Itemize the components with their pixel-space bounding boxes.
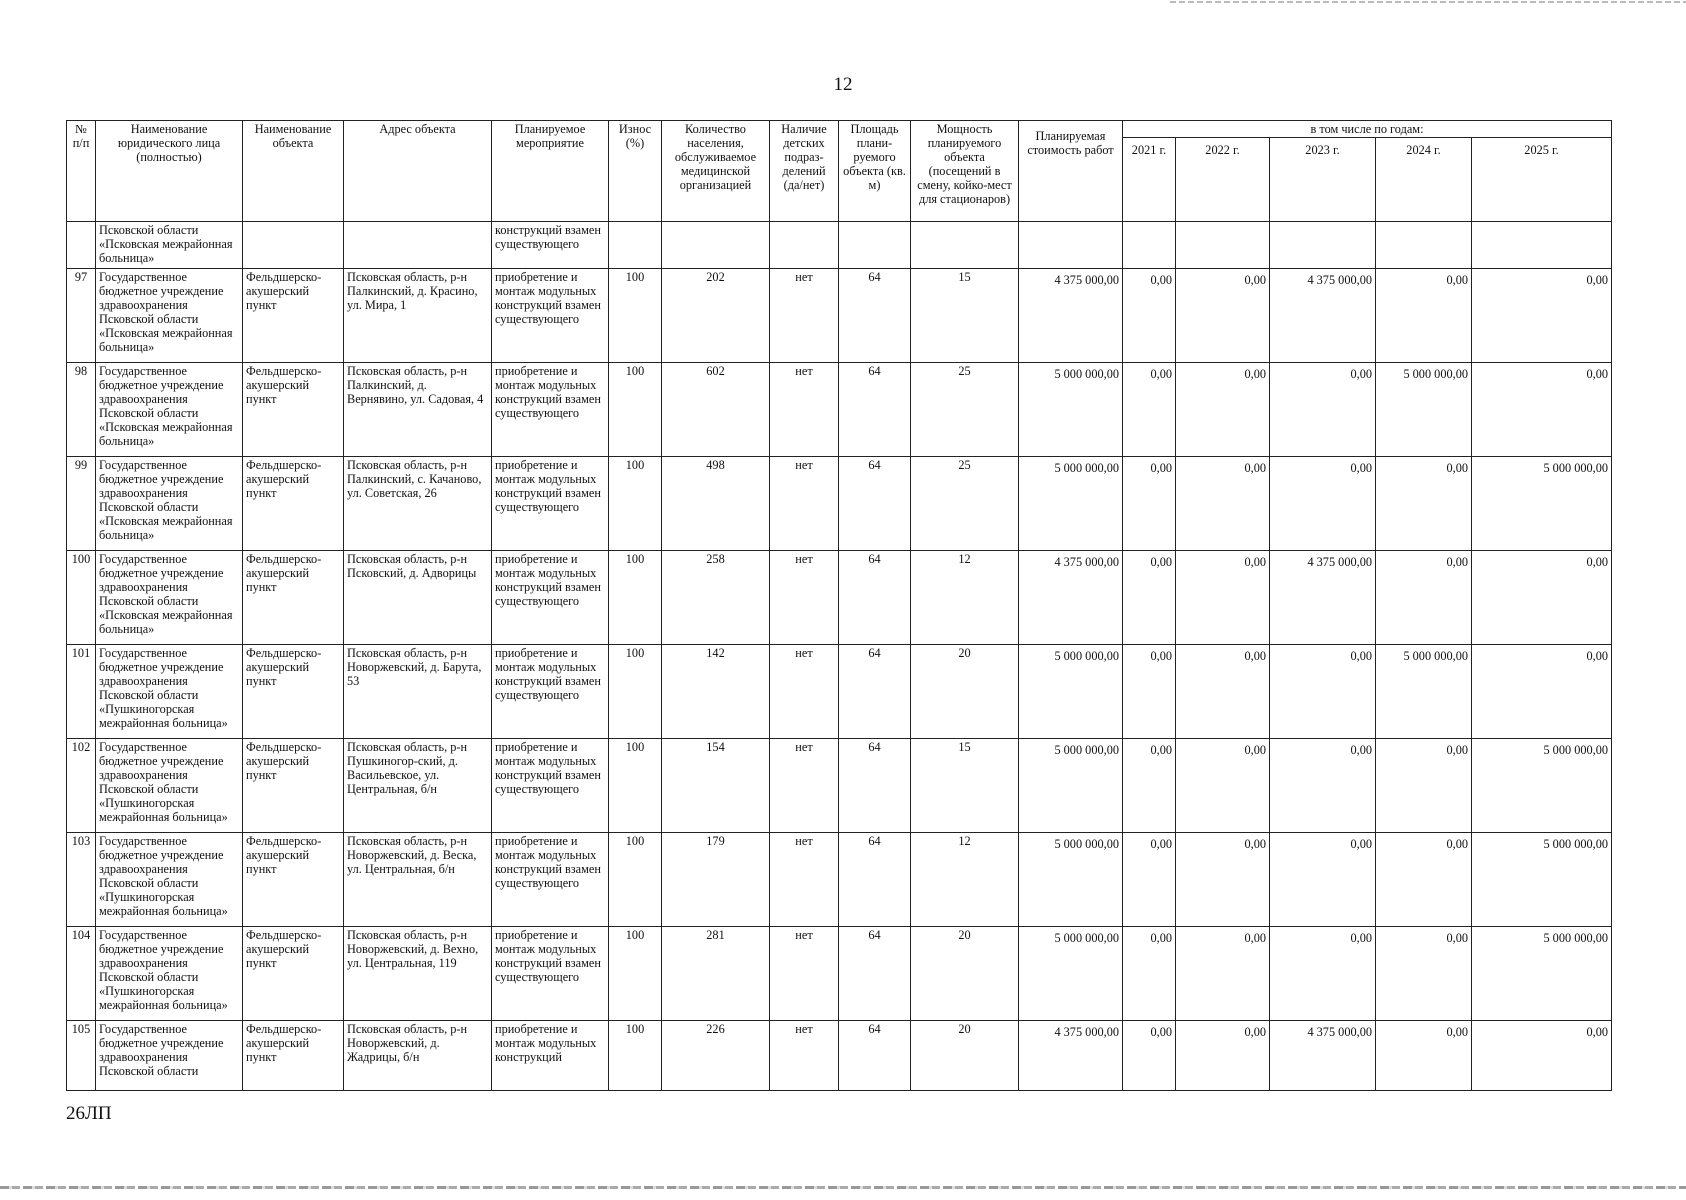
cell-children: нет xyxy=(770,457,839,551)
header-year-2022: 2022 г. xyxy=(1176,138,1270,222)
cell-cost: 5 000 000,00 xyxy=(1019,739,1123,833)
cell-address: Псковская область, р-н Новоржевский, д. Веска, ул. Центральная, б/н xyxy=(344,833,492,927)
cell-children: нет xyxy=(770,1021,839,1091)
cell-y2024 xyxy=(1376,222,1472,269)
cell-capacity xyxy=(911,222,1019,269)
cell-children: нет xyxy=(770,269,839,363)
cell-cost: 4 375 000,00 xyxy=(1019,269,1123,363)
cell-object: Фельдшерско-акушерский пункт xyxy=(243,833,344,927)
cell-capacity: 15 xyxy=(911,269,1019,363)
cell-y2022: 0,00 xyxy=(1176,833,1270,927)
table-row xyxy=(67,739,1612,833)
cell-capacity: 25 xyxy=(911,457,1019,551)
cell-children: нет xyxy=(770,739,839,833)
cell-num: 105 xyxy=(67,1021,96,1091)
cell-children xyxy=(770,222,839,269)
header-years-group: в том числе по годам: xyxy=(1123,121,1612,138)
cell-y2022: 0,00 xyxy=(1176,269,1270,363)
cell-y2024: 0,00 xyxy=(1376,551,1472,645)
cell-object: Фельдшерско-акушерский пункт xyxy=(243,927,344,1021)
table-row xyxy=(67,833,1612,927)
header-cost: Планируемая стоимость работ xyxy=(1019,121,1123,222)
cell-y2023: 4 375 000,00 xyxy=(1270,1021,1376,1091)
cell-y2025: 0,00 xyxy=(1472,645,1612,739)
cell-object: Фельдшерско-акушерский пункт xyxy=(243,551,344,645)
cell-entity: Государственное бюджетное учреждение здравоохранения Псковской области «Пушкиногорская межрайонная больница» xyxy=(96,833,243,927)
cell-entity: Псковской области «Псковская межрайонная больница» xyxy=(96,222,243,269)
cell-y2023: 0,00 xyxy=(1270,833,1376,927)
cell-y2021: 0,00 xyxy=(1123,739,1176,833)
cell-area: 64 xyxy=(839,269,911,363)
cell-y2025: 5 000 000,00 xyxy=(1472,927,1612,1021)
cell-area: 64 xyxy=(839,363,911,457)
cell-area: 64 xyxy=(839,457,911,551)
header-measure: Планируемое мероприятие xyxy=(492,121,609,222)
header-capacity: Мощность планируемого объекта (посещений в смену, койко-мест для стационаров) xyxy=(911,121,1019,222)
cell-num: 101 xyxy=(67,645,96,739)
cell-entity: Государственное бюджетное учреждение здравоохранения Псковской области «Псковская межрайонная больница» xyxy=(96,551,243,645)
cell-cost: 5 000 000,00 xyxy=(1019,833,1123,927)
cell-y2023: 4 375 000,00 xyxy=(1270,269,1376,363)
cell-address xyxy=(344,222,492,269)
table-row xyxy=(67,551,1612,645)
table-row xyxy=(67,927,1612,1021)
cell-entity: Государственное бюджетное учреждение здравоохранения Псковской области «Пушкиногорская межрайонная больница» xyxy=(96,739,243,833)
document-code: 26ЛП xyxy=(66,1103,112,1124)
cell-y2022: 0,00 xyxy=(1176,645,1270,739)
cell-y2025: 5 000 000,00 xyxy=(1472,739,1612,833)
table-row xyxy=(67,645,1612,739)
cell-entity: Государственное бюджетное учреждение здравоохранения Псковской области «Псковская межрайонная больница» xyxy=(96,269,243,363)
header-num: № п/п xyxy=(67,121,96,222)
scan-edge-bottom xyxy=(0,1186,1686,1189)
cell-object: Фельдшерско-акушерский пункт xyxy=(243,457,344,551)
cell-y2023: 0,00 xyxy=(1270,457,1376,551)
cell-y2024: 0,00 xyxy=(1376,739,1472,833)
cell-y2021: 0,00 xyxy=(1123,1021,1176,1091)
header-year-2021: 2021 г. xyxy=(1123,138,1176,222)
cell-y2022: 0,00 xyxy=(1176,457,1270,551)
table-row xyxy=(67,363,1612,457)
cell-wear: 100 xyxy=(609,363,662,457)
cell-address: Псковская область, р-н Палкинский, с. Качаново, ул. Советская, 26 xyxy=(344,457,492,551)
cell-object: Фельдшерско-акушерский пункт xyxy=(243,269,344,363)
header-population: Количество населения, обслуживаемое медицинской организацией xyxy=(662,121,770,222)
header-wear: Износ (%) xyxy=(609,121,662,222)
cell-cost: 5 000 000,00 xyxy=(1019,457,1123,551)
cell-measure: приобретение и монтаж модульных конструкций взамен существующего xyxy=(492,927,609,1021)
cell-y2024: 0,00 xyxy=(1376,833,1472,927)
cell-children: нет xyxy=(770,927,839,1021)
cell-cost xyxy=(1019,222,1123,269)
cell-entity: Государственное бюджетное учреждение здравоохранения Псковской области «Пушкиногорская межрайонная больница» xyxy=(96,927,243,1021)
header-year-2023: 2023 г. xyxy=(1270,138,1376,222)
cell-y2025: 0,00 xyxy=(1472,551,1612,645)
cell-object: Фельдшерско-акушерский пункт xyxy=(243,363,344,457)
cell-y2021: 0,00 xyxy=(1123,927,1176,1021)
cell-num: 104 xyxy=(67,927,96,1021)
table-row xyxy=(67,457,1612,551)
cell-children: нет xyxy=(770,645,839,739)
cell-object xyxy=(243,222,344,269)
scan-edge-top xyxy=(1170,1,1686,3)
cell-wear: 100 xyxy=(609,1021,662,1091)
cell-entity: Государственное бюджетное учреждение здравоохранения Псковской области xyxy=(96,1021,243,1091)
cell-object: Фельдшерско-акушерский пункт xyxy=(243,1021,344,1091)
cell-y2021: 0,00 xyxy=(1123,833,1176,927)
cell-cost: 5 000 000,00 xyxy=(1019,927,1123,1021)
cell-children: нет xyxy=(770,833,839,927)
cell-y2025: 5 000 000,00 xyxy=(1472,457,1612,551)
cell-num: 102 xyxy=(67,739,96,833)
cell-measure: приобретение и монтаж модульных конструкций взамен существующего xyxy=(492,551,609,645)
header-entity: Наименование юридического лица (полностью) xyxy=(96,121,243,222)
cell-entity: Государственное бюджетное учреждение здравоохранения Псковской области «Псковская межрайонная больница» xyxy=(96,363,243,457)
table-row xyxy=(67,269,1612,363)
cell-y2024: 0,00 xyxy=(1376,269,1472,363)
cell-wear: 100 xyxy=(609,833,662,927)
cell-children: нет xyxy=(770,551,839,645)
cell-wear: 100 xyxy=(609,457,662,551)
cell-area: 64 xyxy=(839,833,911,927)
cell-address: Псковская область, р-н Палкинский, д. Вернявино, ул. Садовая, 4 xyxy=(344,363,492,457)
cell-capacity: 25 xyxy=(911,363,1019,457)
cell-wear xyxy=(609,222,662,269)
cell-population: 202 xyxy=(662,269,770,363)
cell-y2021: 0,00 xyxy=(1123,269,1176,363)
cell-y2023 xyxy=(1270,222,1376,269)
cell-population: 498 xyxy=(662,457,770,551)
cell-population: 154 xyxy=(662,739,770,833)
cell-num: 99 xyxy=(67,457,96,551)
cell-population: 281 xyxy=(662,927,770,1021)
cell-address: Псковская область, р-н Новоржевский, д. Барута, 53 xyxy=(344,645,492,739)
cell-y2021: 0,00 xyxy=(1123,645,1176,739)
cell-entity: Государственное бюджетное учреждение здравоохранения Псковской области «Псковская межрайонная больница» xyxy=(96,457,243,551)
cell-capacity: 12 xyxy=(911,833,1019,927)
header-year-2025: 2025 г. xyxy=(1472,138,1612,222)
cell-measure: приобретение и монтаж модульных конструкций взамен существующего xyxy=(492,739,609,833)
cell-area: 64 xyxy=(839,1021,911,1091)
cell-capacity: 20 xyxy=(911,1021,1019,1091)
table-row xyxy=(67,1021,1612,1091)
cell-population: 258 xyxy=(662,551,770,645)
cell-y2023: 0,00 xyxy=(1270,363,1376,457)
cell-measure: приобретение и монтаж модульных конструкций взамен существующего xyxy=(492,363,609,457)
cell-area: 64 xyxy=(839,739,911,833)
cell-y2021: 0,00 xyxy=(1123,457,1176,551)
cell-population: 602 xyxy=(662,363,770,457)
cell-y2024: 0,00 xyxy=(1376,927,1472,1021)
cell-y2022: 0,00 xyxy=(1176,363,1270,457)
table-body xyxy=(67,222,1612,1091)
cell-y2024: 5 000 000,00 xyxy=(1376,363,1472,457)
cell-wear: 100 xyxy=(609,551,662,645)
cell-capacity: 20 xyxy=(911,645,1019,739)
cell-children: нет xyxy=(770,363,839,457)
cell-measure: приобретение и монтаж модульных конструкций взамен существующего xyxy=(492,269,609,363)
cell-y2022: 0,00 xyxy=(1176,739,1270,833)
cell-area xyxy=(839,222,911,269)
header-object: Наименование объекта xyxy=(243,121,344,222)
cell-y2024: 0,00 xyxy=(1376,1021,1472,1091)
cell-population: 226 xyxy=(662,1021,770,1091)
table-header xyxy=(67,121,1612,222)
cell-num: 100 xyxy=(67,551,96,645)
cell-address: Псковская область, р-н Псковский, д. Адворицы xyxy=(344,551,492,645)
cell-address: Псковская область, р-н Новоржевский, д. Вехно, ул. Центральная, 119 xyxy=(344,927,492,1021)
cell-measure: приобретение и монтаж модульных конструкций xyxy=(492,1021,609,1091)
cell-y2025: 0,00 xyxy=(1472,363,1612,457)
cell-y2023: 4 375 000,00 xyxy=(1270,551,1376,645)
cell-measure: приобретение и монтаж модульных конструкций взамен существующего xyxy=(492,833,609,927)
cell-y2022 xyxy=(1176,222,1270,269)
cell-y2021: 0,00 xyxy=(1123,551,1176,645)
cell-num: 97 xyxy=(67,269,96,363)
cell-population: 142 xyxy=(662,645,770,739)
cell-entity: Государственное бюджетное учреждение здравоохранения Псковской области «Пушкиногорская межрайонная больница» xyxy=(96,645,243,739)
cell-cost: 4 375 000,00 xyxy=(1019,1021,1123,1091)
cell-cost: 5 000 000,00 xyxy=(1019,645,1123,739)
cell-area: 64 xyxy=(839,551,911,645)
cell-y2023: 0,00 xyxy=(1270,927,1376,1021)
cell-wear: 100 xyxy=(609,927,662,1021)
cell-num: 98 xyxy=(67,363,96,457)
cell-wear: 100 xyxy=(609,645,662,739)
investment-table xyxy=(66,120,1612,1091)
cell-y2022: 0,00 xyxy=(1176,551,1270,645)
header-children: Наличие детских подраз-делений (да/нет) xyxy=(770,121,839,222)
cell-y2022: 0,00 xyxy=(1176,1021,1270,1091)
cell-wear: 100 xyxy=(609,269,662,363)
cell-capacity: 12 xyxy=(911,551,1019,645)
cell-object: Фельдшерско-акушерский пункт xyxy=(243,645,344,739)
cell-object: Фельдшерско-акушерский пункт xyxy=(243,739,344,833)
cell-measure: конструкций взамен существующего xyxy=(492,222,609,269)
cell-y2022: 0,00 xyxy=(1176,927,1270,1021)
cell-y2024: 5 000 000,00 xyxy=(1376,645,1472,739)
header-area: Площадь плани-руемого объекта (кв. м) xyxy=(839,121,911,222)
cell-measure: приобретение и монтаж модульных конструкций взамен существующего xyxy=(492,645,609,739)
cell-cost: 5 000 000,00 xyxy=(1019,363,1123,457)
cell-y2025: 0,00 xyxy=(1472,269,1612,363)
cell-y2025 xyxy=(1472,222,1612,269)
cell-address: Псковская область, р-н Новоржевский, д. Жадрицы, б/н xyxy=(344,1021,492,1091)
cell-area: 64 xyxy=(839,927,911,1021)
cell-cost: 4 375 000,00 xyxy=(1019,551,1123,645)
cell-y2025: 5 000 000,00 xyxy=(1472,833,1612,927)
cell-y2023: 0,00 xyxy=(1270,645,1376,739)
cell-address: Псковская область, р-н Палкинский, д. Красино, ул. Мира, 1 xyxy=(344,269,492,363)
cell-y2024: 0,00 xyxy=(1376,457,1472,551)
cell-num: 103 xyxy=(67,833,96,927)
cell-area: 64 xyxy=(839,645,911,739)
cell-y2023: 0,00 xyxy=(1270,739,1376,833)
cell-capacity: 15 xyxy=(911,739,1019,833)
cell-y2025: 0,00 xyxy=(1472,1021,1612,1091)
continuation-row xyxy=(67,222,1612,269)
cell-address: Псковская область, р-н Пушкиногор-ский, д. Васильевское, ул. Центральная, б/н xyxy=(344,739,492,833)
cell-y2021 xyxy=(1123,222,1176,269)
cell-population xyxy=(662,222,770,269)
cell-capacity: 20 xyxy=(911,927,1019,1021)
cell-wear: 100 xyxy=(609,739,662,833)
page-number: 12 xyxy=(833,74,853,95)
cell-y2021: 0,00 xyxy=(1123,363,1176,457)
cell-num xyxy=(67,222,96,269)
header-year-2024: 2024 г. xyxy=(1376,138,1472,222)
header-address: Адрес объекта xyxy=(344,121,492,222)
cell-measure: приобретение и монтаж модульных конструкций взамен существующего xyxy=(492,457,609,551)
cell-population: 179 xyxy=(662,833,770,927)
